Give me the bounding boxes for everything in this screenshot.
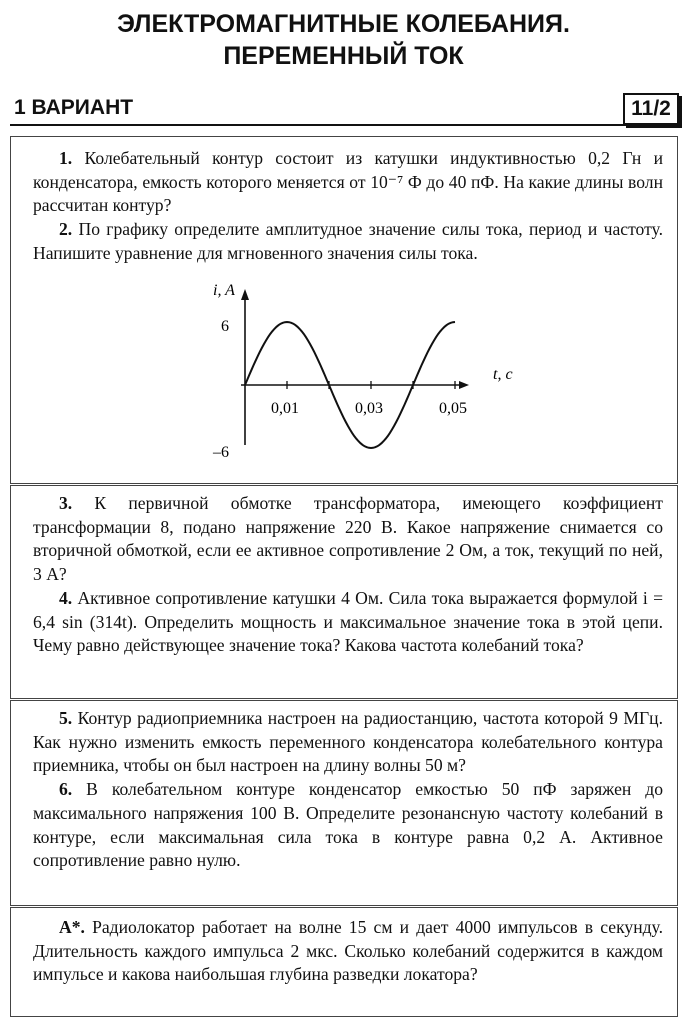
problem-block-3 bbox=[10, 700, 678, 906]
problem-4 bbox=[33, 587, 663, 658]
x-tick-label: 0,03 bbox=[355, 400, 383, 417]
problem-a-star bbox=[33, 916, 663, 987]
variant-code: 11/2 bbox=[623, 93, 679, 125]
problem-text: Колебательный контур состоит из катушки индуктивностью 0,2 Гн и конденсатора, емкость которого меняется от 10⁻⁷ Ф до 40 пФ. На какие длины волн рассчитан контур? bbox=[33, 148, 664, 216]
problem-number: 6. bbox=[59, 779, 73, 800]
x-axis-label: t, c bbox=[493, 366, 513, 383]
title-line-1: ЭЛЕКТРОМАГНИТНЫЕ КОЛЕБАНИЯ. bbox=[117, 10, 570, 38]
y-axis-label: i, A bbox=[213, 282, 235, 299]
problem-text: Контур радиоприемника настроен на радиостанцию, частота которой 9 МГц. Как нужно изменить емкость переменного конденсатора колебательного контура приемника, чтобы он был настроен на длину волны 50 м? bbox=[33, 708, 663, 776]
problem-number: А*. bbox=[59, 917, 85, 937]
problem-6 bbox=[33, 778, 663, 873]
problem-3 bbox=[33, 492, 663, 587]
y-tick-label-pos: 6 bbox=[221, 318, 229, 335]
y-axis-arrow bbox=[241, 289, 249, 300]
problem-2 bbox=[33, 218, 663, 265]
problem-text: В колебательном контуре конденсатор емкостью 50 пФ заряжен до максимального напряжения 100 В. Определите резонансную частоту колебаний в контуре, если максимальная сила тока в контуре равна 0,2 А. Активное сопротивление равно нулю. bbox=[33, 779, 663, 871]
current-graph bbox=[201, 275, 541, 475]
problem-block-4 bbox=[10, 907, 678, 1017]
x-tick-label: 0,01 bbox=[271, 400, 299, 417]
problem-text: Радиолокатор работает на волне 15 см и дает 4000 импульсов в секунду. Длительность каждого импульса 2 мкс. Сколько колебаний содержится в каждом импульсе и какова наибольшая глубина разведки локатора? bbox=[33, 917, 663, 985]
y-tick-label-neg: –6 bbox=[213, 444, 229, 461]
problem-number: 1. bbox=[59, 148, 73, 168]
problem-number: 5. bbox=[59, 708, 73, 728]
problem-block-1 bbox=[10, 136, 678, 484]
header-divider bbox=[10, 124, 680, 126]
variant-label: 1 ВАРИАНТ bbox=[14, 96, 134, 119]
title-line-2: ПЕРЕМЕННЫЙ ТОК bbox=[223, 42, 464, 70]
problem-text: К первичной обмотке трансформатора, имеющего коэффициент трансформации 8, подано напряжение 220 В. Какое напряжение снимается со вторичной обмоткой, если ее активное сопротивление 2 Ом, а ток, текущий по ней, 3 А? bbox=[33, 493, 663, 585]
problem-1 bbox=[33, 147, 663, 218]
problem-number: 3. bbox=[59, 493, 73, 513]
x-tick-label: 0,05 bbox=[439, 400, 467, 417]
problem-5 bbox=[33, 707, 663, 778]
x-axis-arrow bbox=[459, 381, 469, 389]
problem-number: 2. bbox=[59, 219, 73, 240]
problem-number: 4. bbox=[59, 587, 73, 608]
problem-text: Активное сопротивление катушки 4 Ом. Сила тока выражается формулой i = 6,4 sin (314t). Определить мощность и максимальное значение тока в этой цепи. Чему равно действующее значение тока? Какова частота колебаний тока? bbox=[33, 587, 663, 656]
problem-text: По графику определите амплитудное значение силы тока, период и частоту. Напишите уравнение для мгновенного значения силы тока. bbox=[33, 219, 663, 263]
page-title bbox=[0, 8, 687, 72]
problem-block-2 bbox=[10, 485, 678, 699]
